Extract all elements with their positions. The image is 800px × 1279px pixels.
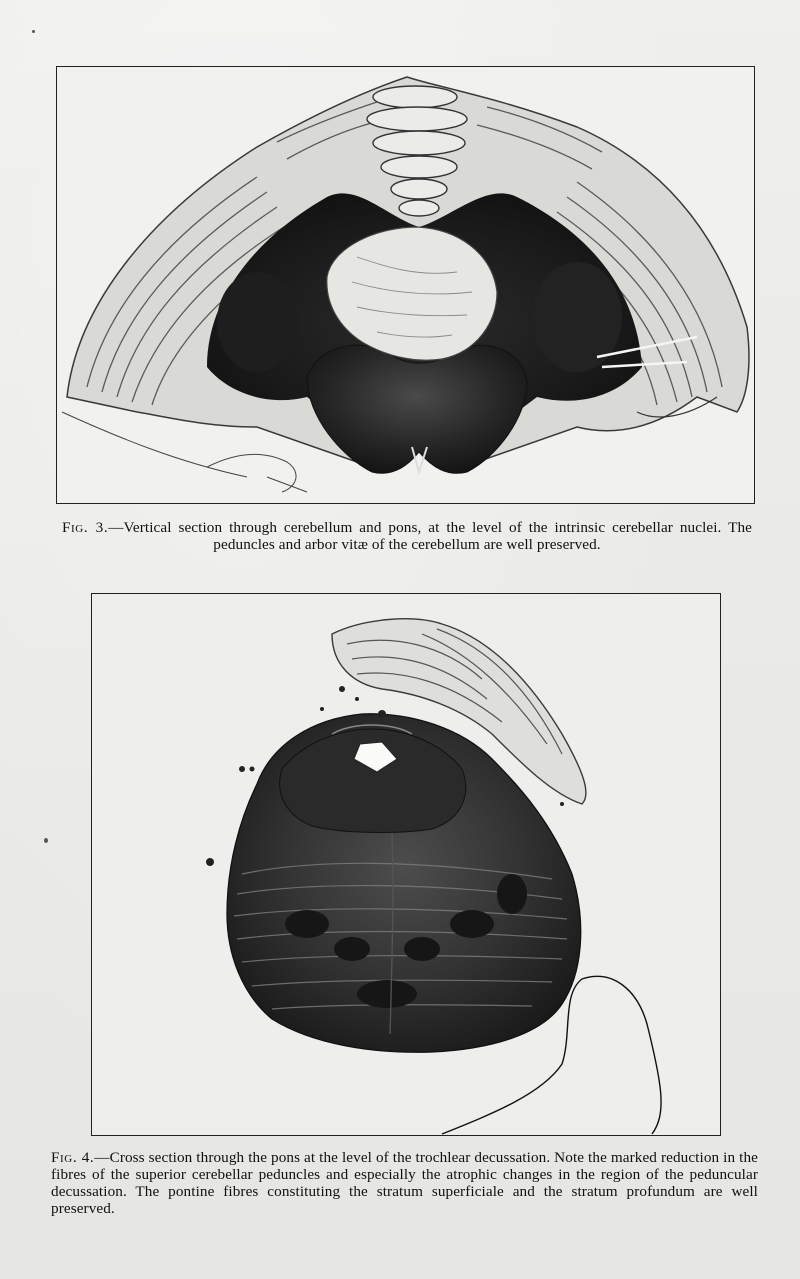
paper-speck [32,30,35,33]
paper-speck [44,838,48,843]
figure-4-label: Fig. 4. [51,1149,95,1166]
figure-4-caption-text: —Cross section through the pons at the level of the trochlear decussation. Note the marked reduction in the fibres of the superior cerebellar peduncles and especially the atrophic changes in the region of the peduncular decussation. The pontine fibres constituting the stratum superficiale and the stratum profundum are well preserved. [51,1149,758,1217]
pons-cross-section-image [92,594,720,1135]
figure-3-caption [62,519,752,553]
figure-3-photomicrograph [56,66,755,504]
cerebellum-pons-section-image [57,67,754,503]
figure-4-caption [51,1149,758,1217]
figure-4-photomicrograph [91,593,721,1136]
figure-3-caption-text: —Vertical section through cerebellum and pons, at the level of the intrinsic cerebellar nuclei. The peduncles and arbor vitæ of the cerebellum are well preserved. [108,519,752,553]
figure-3-label: Fig. 3. [62,519,109,536]
